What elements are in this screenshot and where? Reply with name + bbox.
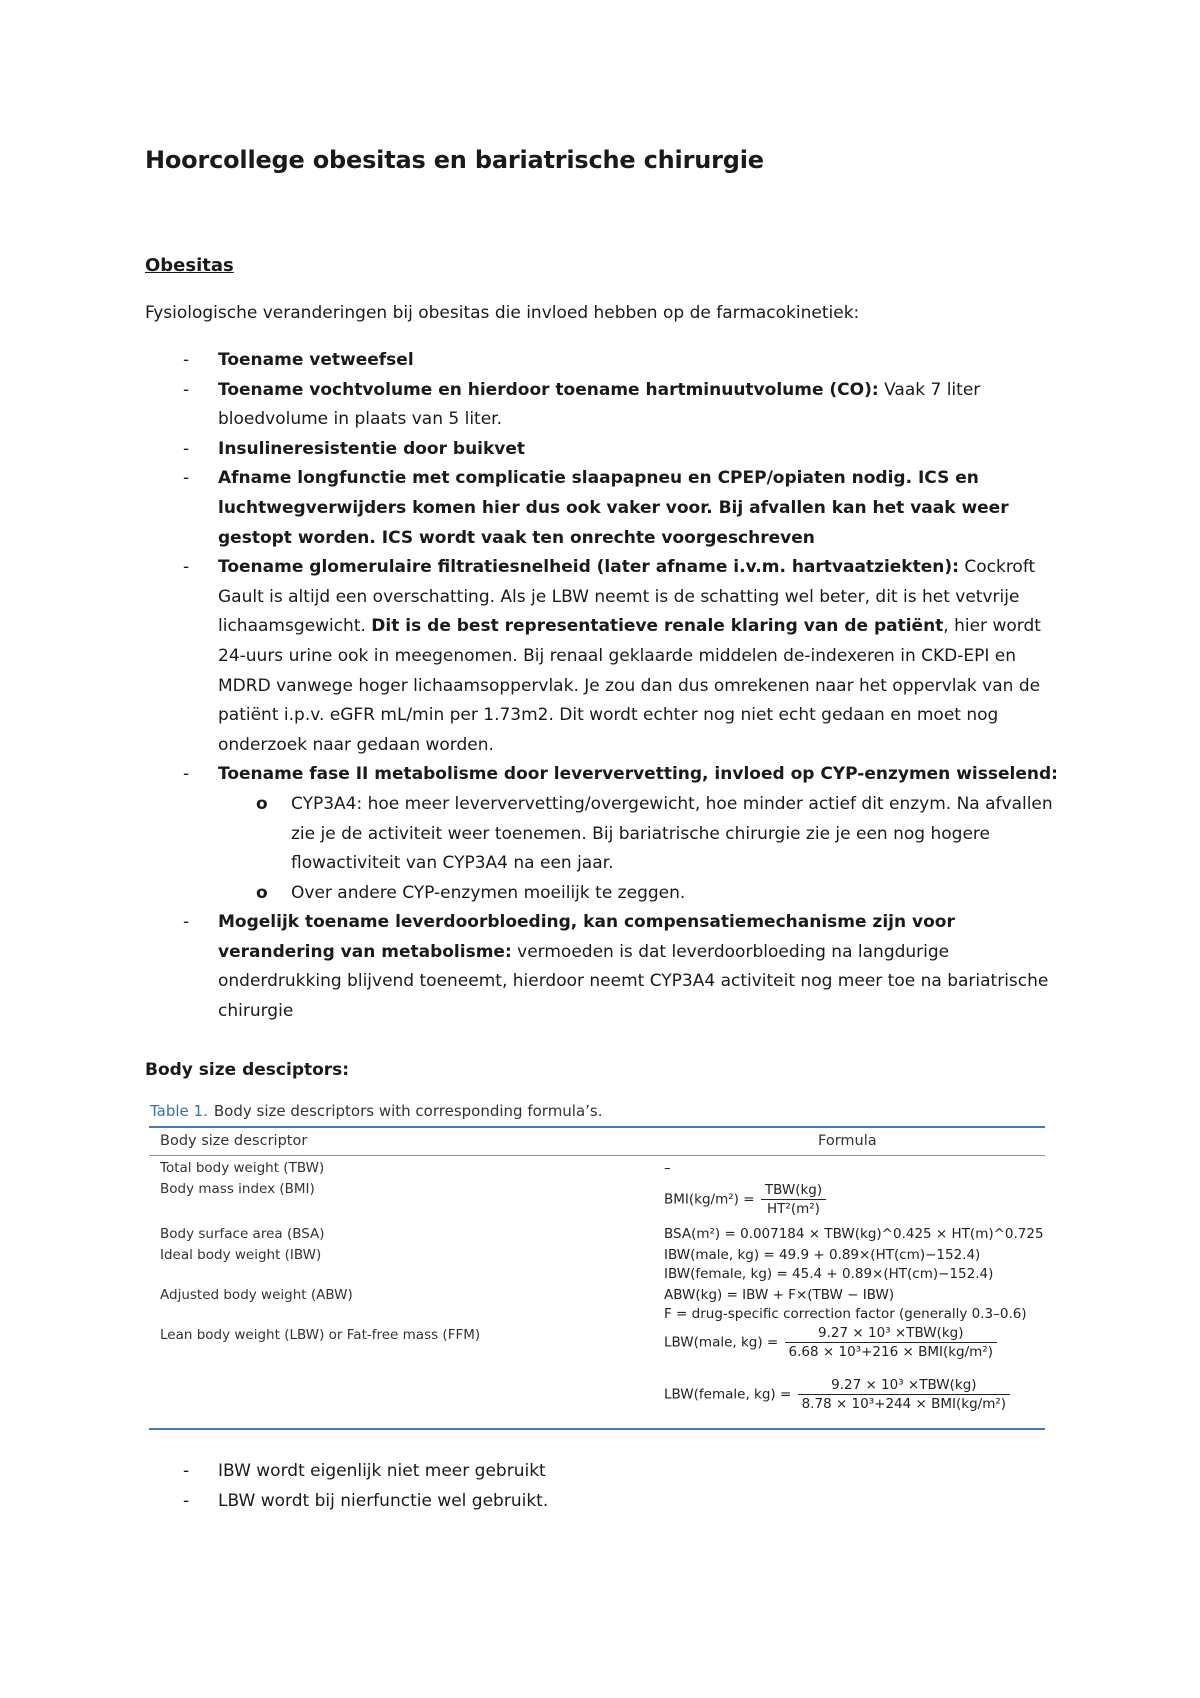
- table-caption-label: Table 1.: [150, 1102, 208, 1120]
- tbw-formula: –: [664, 1160, 671, 1176]
- bullet-bold: Toename glomerulaire filtratiesnelheid (later afname i.v.m. hartvaatziekten):: [218, 557, 959, 578]
- cyp-sub-list: [218, 790, 1065, 908]
- table-caption: [150, 1102, 603, 1120]
- lbw-female-lhs: LBW(female, kg) =: [664, 1386, 792, 1403]
- list-item: [145, 346, 1065, 376]
- table-bottom-rule: [149, 1428, 1045, 1430]
- bmi-fraction: [761, 1182, 826, 1217]
- abw-correction-factor: F = drug-specific correction factor (generally 0.3–0.6): [664, 1306, 1027, 1322]
- bullet-text: vermoeden is dat leverdoorbloeding na langdurige onderdrukking blijvend toeneemt, hierdoor neemt CYP3A4 activiteit nog meer toe na bariatrische chirurgie: [218, 941, 1049, 1022]
- sub-list-item: o CYP3A4: hoe meer leververvetting/overgewicht, hoe minder actief dit enzym. Na afvallen zie je de activiteit weer toenemen. Bij bariatrische chirurgie zie je een nog hogere flowactiviteit van CYP3A4 na een jaar.: [218, 790, 1065, 879]
- lbw-female-denominator: 8.78 × 10³+244 × BMI(kg/m²): [801, 1396, 1007, 1412]
- lbw-female-formula: [664, 1377, 1010, 1412]
- list-item: - LBW wordt bij nierfunctie wel gebruikt.: [145, 1487, 548, 1517]
- lbw-male-numerator: 9.27 × 10³ ×TBW(kg): [785, 1325, 997, 1343]
- bullet-text-continued: , hier wordt 24-uurs urine ook in meegenomen. Bij renaal geklaarde middelen de-indexeren in CKD-EPI en MDRD vanwege hoger lichaamsoppervlak. Je zou dan dus omrekenen naar het oppervlak van de patiënt i.p.v. eGFR mL/min per 1.73m2. Dit wordt echter nog niet echt gedaan en moet nog onderzoek naar gedaan worden.: [218, 616, 1041, 755]
- abw-formula: ABW(kg) = IBW + F×(TBW − IBW): [664, 1287, 895, 1303]
- list-item: [145, 435, 1065, 465]
- bsa-formula: BSA(m²) = 0.007184 × TBW(kg)^0.425 × HT(m)^0.725: [664, 1226, 1044, 1242]
- table-row: Body surface area (BSA): [160, 1226, 325, 1242]
- bullet-text: Cockroft Gault is altijd een overschatting. Als je LBW neemt is de schatting wel beter, dit is het vetvrije lichaamsgewicht.: [218, 557, 1036, 637]
- bmi-denominator: HT²(m²): [767, 1201, 820, 1217]
- footnote-list: [145, 1457, 548, 1516]
- lbw-male-denominator: 6.68 × 10³+216 × BMI(kg/m²): [788, 1344, 993, 1360]
- list-item: [145, 553, 1065, 760]
- list-item: [145, 376, 1065, 435]
- table-row: Lean body weight (LBW) or Fat-free mass (FFM): [160, 1327, 481, 1343]
- lbw-female-fraction: [798, 1377, 1010, 1412]
- bmi-formula: [664, 1182, 826, 1217]
- table-header-rule: [149, 1155, 1045, 1156]
- bullet-text: Vaak 7 liter bloedvolume in plaats van 5 liter.: [218, 379, 981, 430]
- table-top-rule: [149, 1126, 1045, 1128]
- ibw-male-formula: IBW(male, kg) = 49.9 + 0.89×(HT(cm)−152.4): [664, 1247, 981, 1263]
- bullet-bold: Toename vetweefsel: [218, 350, 414, 370]
- table-row: Total body weight (TBW): [160, 1160, 325, 1176]
- table-caption-text: Body size descriptors with corresponding formula’s.: [213, 1102, 603, 1120]
- body-size-heading: Body size desciptors:: [145, 1060, 350, 1080]
- table-header-descriptor: Body size descriptor: [160, 1133, 308, 1149]
- bullet-bold: Insulineresistentie door buikvet: [218, 438, 526, 459]
- bullet-bold: Afname longfunctie met complicatie slaapapneu en CPEP/opiaten nodig. ICS en luchtwegverwijders komen hier dus ook vaker voor. Bij afvallen kan het vaak weer gestopt worden. ICS wordt vaak ten onrechte voorgeschreven: [218, 468, 1009, 548]
- section-heading-obesitas: Obesitas: [145, 255, 234, 276]
- sub-list-item: o Over andere CYP-enzymen moeilijk te zeggen.: [218, 879, 1065, 909]
- list-item: - IBW wordt eigenlijk niet meer gebruikt: [145, 1457, 548, 1487]
- physiology-bullet-list: [145, 346, 1065, 1027]
- bmi-lhs: BMI(kg/m²) =: [664, 1191, 755, 1208]
- intro-paragraph: Fysiologische veranderingen bij obesitas die invloed hebben op de farmacokinetiek:: [145, 303, 860, 323]
- list-item: [145, 464, 1065, 553]
- table-row: Ideal body weight (IBW): [160, 1247, 322, 1263]
- lbw-female-numerator: 9.27 × 10³ ×TBW(kg): [798, 1377, 1010, 1395]
- lbw-male-fraction: [785, 1325, 997, 1360]
- table-row: Body mass index (BMI): [160, 1181, 315, 1197]
- ibw-female-formula: IBW(female, kg) = 45.4 + 0.89×(HT(cm)−152.4): [664, 1266, 994, 1282]
- lbw-male-formula: [664, 1325, 997, 1360]
- page-title: Hoorcollege obesitas en bariatrische chirurgie: [145, 146, 764, 174]
- table-header-formula: Formula: [818, 1133, 877, 1149]
- list-item: [145, 908, 1065, 1026]
- list-item: [145, 760, 1065, 908]
- table-row: Adjusted body weight (ABW): [160, 1287, 353, 1303]
- bmi-numerator: TBW(kg): [761, 1182, 826, 1200]
- lbw-male-lhs: LBW(male, kg) =: [664, 1334, 779, 1351]
- bullet-bold: Toename vochtvolume en hierdoor toename hartminuutvolume (CO):: [218, 379, 879, 400]
- bullet-bold: Toename fase II metabolisme door leververvetting, invloed op CYP-enzymen wisselend:: [218, 764, 1058, 785]
- bullet-bold: Mogelijk toename leverdoorbloeding, kan compensatiemechanisme zijn voor verandering van metabolisme:: [218, 912, 955, 962]
- bullet-bold-inline: Dit is de best representatieve renale klaring van de patiënt: [371, 616, 944, 637]
